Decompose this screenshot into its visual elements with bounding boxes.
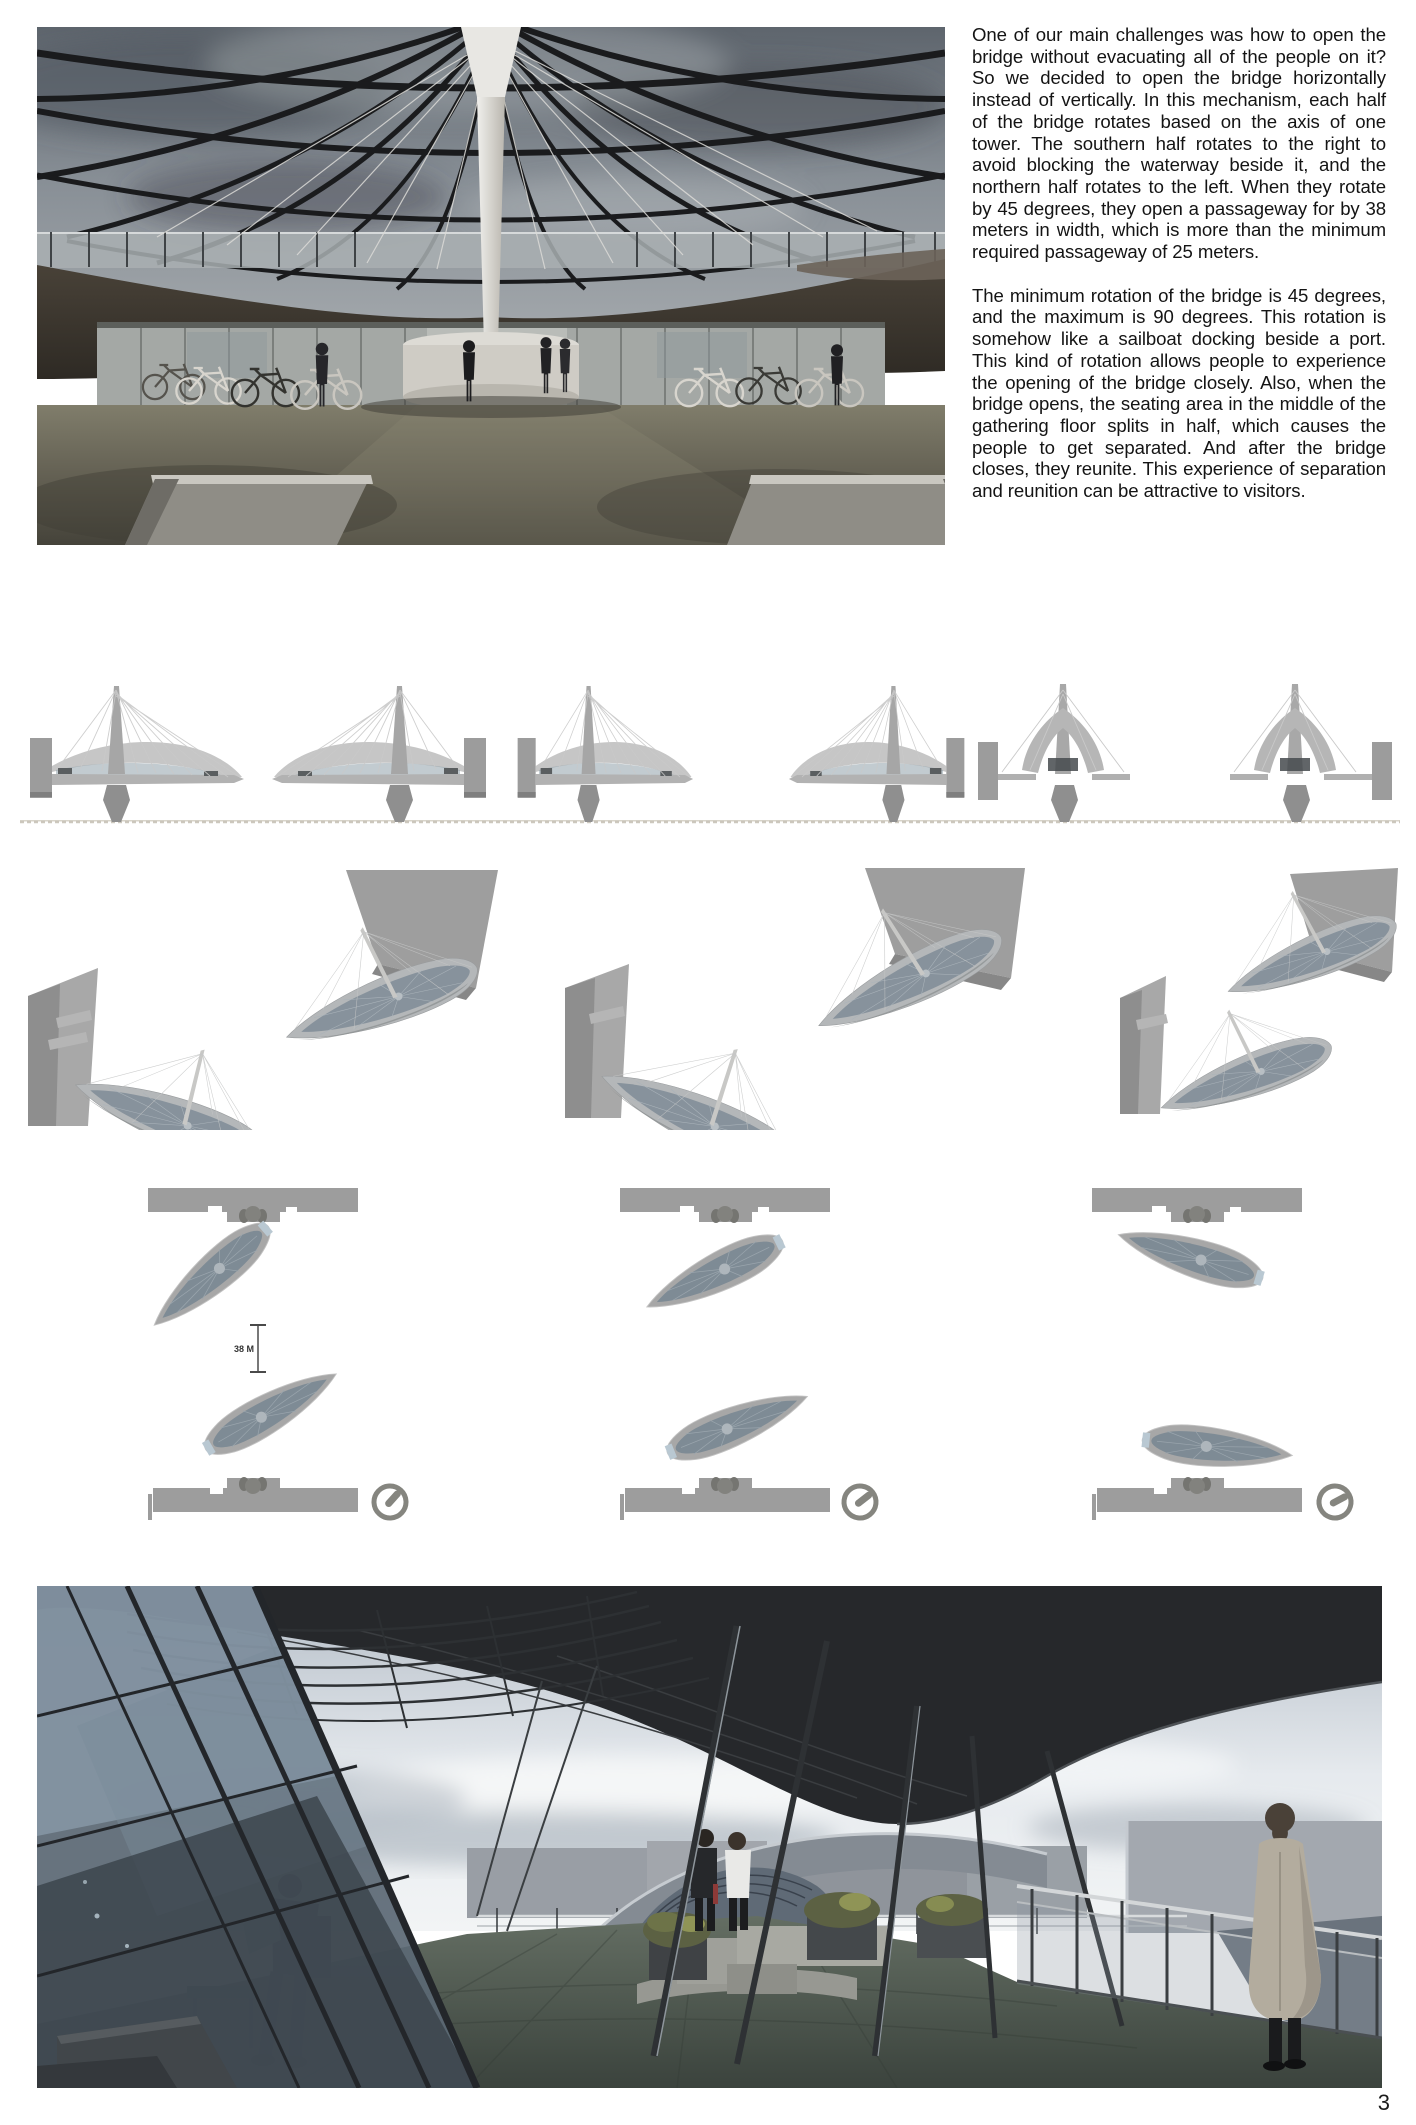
axonometric-sequence bbox=[20, 868, 1400, 1130]
narrative-paragraph-1: One of our main challenges was how to open the bridge without evacuating all of the people on it? So we decided to open the bridge horizontally instead of vertically. In this mechanism, each half of the bridge rotates based on the axis of one tower. The southern half rotates to the right to avoid blocking the waterway beside it, and the northern half rotates to the left. When they rotate by 45 degrees, they open a passageway for by 38 meters in width, which is more than the minimum required passageway of 25 meters. bbox=[972, 24, 1386, 263]
plan-stage-67deg bbox=[620, 1188, 882, 1524]
clearance-dimension bbox=[234, 1325, 266, 1372]
elevation-sequence bbox=[20, 680, 1400, 835]
rotation-dial-icon bbox=[1313, 1480, 1356, 1523]
axon-stage-3 bbox=[1120, 868, 1400, 1128]
elevation-closed-pair bbox=[30, 686, 486, 822]
axon-stage-2 bbox=[565, 868, 1025, 1130]
hero-render-under-deck bbox=[37, 27, 945, 545]
deck-render bbox=[37, 1586, 1382, 2088]
narrative-paragraph-2: The minimum rotation of the bridge is 45 degrees, and the maximum is 90 degrees. This rotation is somehow like a sailboat docking beside a port. This kind of rotation allows people to experience the opening of the bridge closely. Also, when the bridge opens, the seating area in the middle of the gathering floor splits in half, which causes the people to get separated. And after the bridge closes, they reunite. This experience of separation and reunition can be attractive to visitors. bbox=[972, 284, 1386, 502]
plan-rotation-sequence bbox=[100, 1180, 1380, 1535]
elevation-open-pair bbox=[978, 684, 1392, 822]
plan-boat-north bbox=[1113, 1216, 1269, 1298]
clearance-dimension-label: 38 M bbox=[233, 1344, 254, 1354]
plan-stage-45deg bbox=[141, 1188, 412, 1525]
plan-boat-north bbox=[638, 1223, 791, 1325]
axon-stage-1 bbox=[28, 870, 498, 1130]
plan-boat-south bbox=[660, 1378, 815, 1471]
plan-boat-south bbox=[1140, 1420, 1294, 1475]
plan-boat-south bbox=[196, 1357, 346, 1467]
narrative-column bbox=[972, 24, 1386, 524]
rotation-dial-icon bbox=[838, 1480, 883, 1525]
elevation-rotating-pair bbox=[518, 686, 965, 822]
plan-boat-north bbox=[141, 1211, 281, 1340]
plan-stage-90deg bbox=[1092, 1188, 1357, 1524]
rotation-dial-icon bbox=[367, 1479, 412, 1524]
page-number: 3 bbox=[1377, 2090, 1390, 2115]
